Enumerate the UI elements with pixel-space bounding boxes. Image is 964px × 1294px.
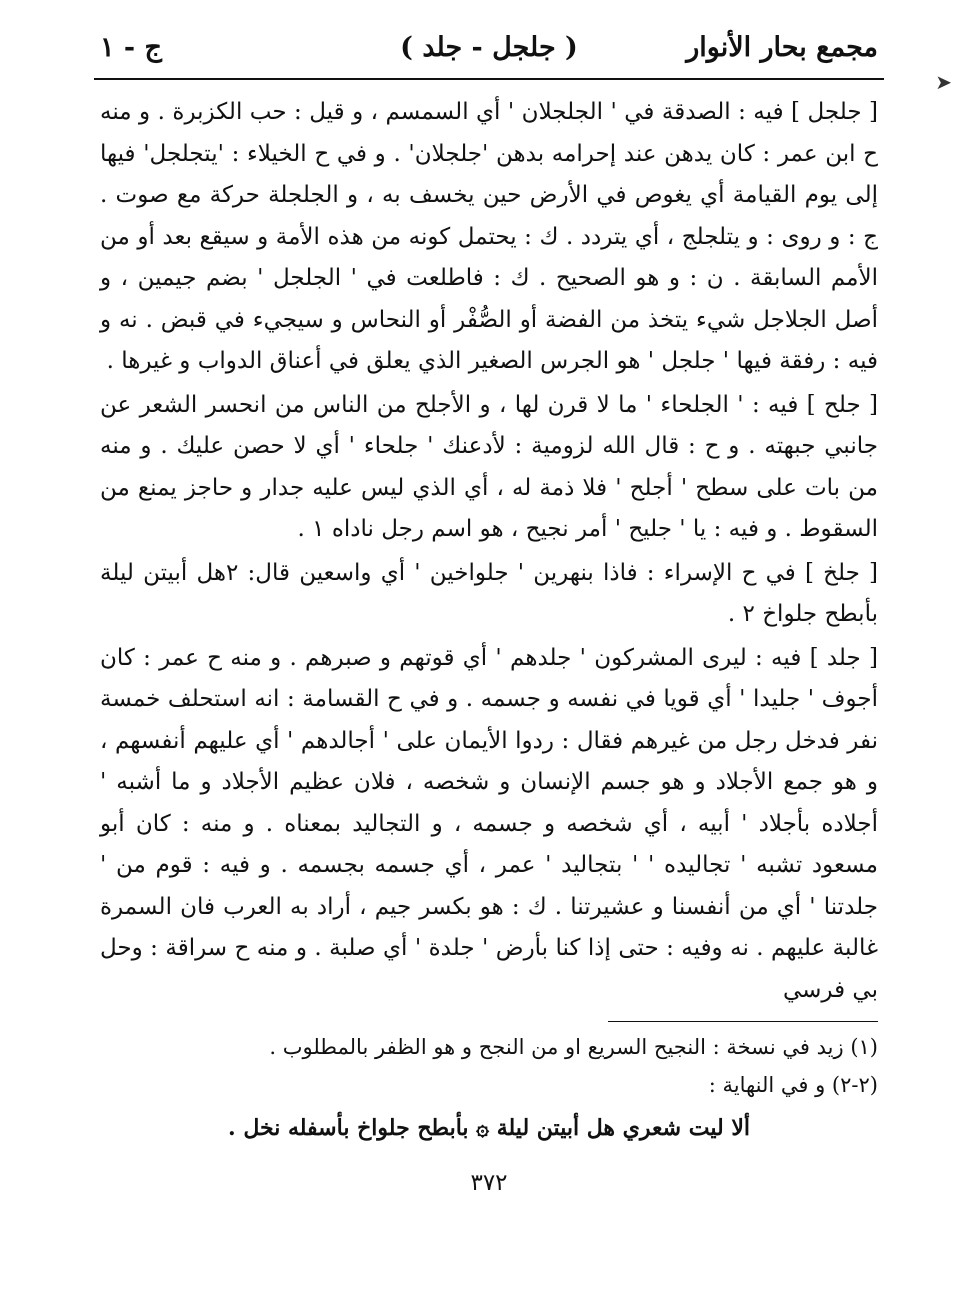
footnote-separator xyxy=(608,1021,878,1022)
entry-jalakh: [ جلخ ] في ح الإسراء : فاذا بنهرين ' جلواخين ' أي واسعين قال: ٢هل أبيتن ليلة بأبطح جلواخ ٢ . xyxy=(100,559,878,627)
running-header xyxy=(100,28,878,78)
book-title: مجمع بحار الأنوار xyxy=(686,32,878,63)
entry-range: ( جلجل - جلد ) xyxy=(400,32,578,63)
footnote-2: (٢-٢) و في النهاية : xyxy=(708,1073,878,1097)
footnotes xyxy=(100,1028,878,1104)
entry-jalah: [ جلح ] فيه : ' الجلحاء ' ما لا قرن لها ، و الأجلح من الناس من انحسر الشعر عن جانبي جبهته . و ح : قال الله لزومية : لأدعنك ' جلحاء ' أي لا حصن عليك . و منه من بات على سطح ' أجلح ' فلا ذمة له ، أي الذي ليس عليه جدار و حاجز يمنع من السقوط . و فيه : يا ' جليح ' أمر نجيح ، هو اسم رجل ناداه ١ . xyxy=(100,391,878,542)
entry-jaljal: [ جلجل ] فيه : الصدقة في ' الجلجلان ' أي السمسم ، و قيل : حب الكزبرة . و منه ح ابن عمر : كان يدهن عند إحرامه بدهن 'جلجلان' . و في ح الخيلاء : 'يتجلجل' فيها إلى يوم القيامة أي يغوص في الأرض حين يخسف به ، و الجلجلة حركة مع صوت . ج : و روى : و يتلجلج ، أي يتردد . ك : يحتمل كونه من هذه الأمة و سيقع بعد أو من الأمم السابقة . ن : و هو الصحيح . ك : فاطلعت في ' الجلجل ' بضم جيمين ، و أصل الجلاجل شيء يتخذ من الفضة أو الصُّفْر أو النحاس و سيجيء في قبض . نه و فيه : رفقة فيها ' جلجل ' هو الجرس الصغير الذي يعلق في أعناق الدواب و غيرها . xyxy=(100,99,878,374)
margin-arrow-icon: ➤ xyxy=(935,70,952,94)
page-number: ٣٧٢ xyxy=(470,1170,508,1196)
main-text xyxy=(100,80,878,1011)
verse-line: ألا ليت شعري هل أبيتن ليلة ۞ بأبطح جلواخ بأسفله نخل . xyxy=(228,1115,750,1141)
entry-jalad: [ جلد ] فيه : ليرى المشركون ' جلدهم ' أي قوتهم و صبرهم . و منه ح عمر : كان أجوف ' جليدا ' أي قويا في نفسه و جسمه . و في ح القسامة : انه استحلف خمسة نفر فدخل رجل من غيرهم فقال : ردوا الأيمان على ' أجالدهم ' أي عليهم أنفسهم ، و هو جمع الأجلاد و هو جسم الإنسان و شخصه ، فلان عظيم الأجلاد و ما أشبه ' أجلاده بأجلاد ' أبيه ، أي شخصه و جسمه ، و التجاليد بمعناه . و منه : كان أبو مسعود تشبه ' تجاليده ' ' بتجاليد ' عمر ، أي جسمه بجسمه . و فيه : قوم من ' جلدتنا ' أي من أنفسنا و عشيرتنا . ك : هو بكسر جيم ، أراد به العرب فان السمرة غالبة عليهم . نه وفيه : حتى إذا كنا بأرض ' جلدة ' أي صلبة . و منه ح سراقة : وحل بي فرسي xyxy=(100,644,878,1003)
volume-label: ج - ١ xyxy=(100,32,162,63)
footnote-1: (١) زيد في نسخة : النجيح السريع او من النجح و هو الظفر بالمطلوب . xyxy=(269,1035,878,1059)
